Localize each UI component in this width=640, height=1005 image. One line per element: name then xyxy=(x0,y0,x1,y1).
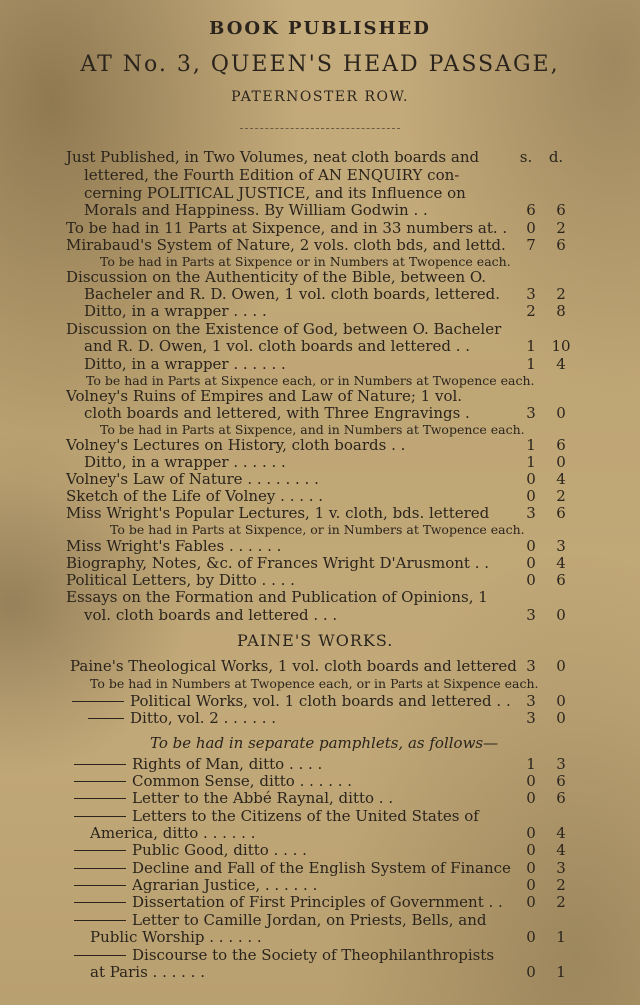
price-pence: 0 xyxy=(556,709,566,727)
ditto-dash xyxy=(74,764,126,765)
price-pence: 6 xyxy=(556,772,566,790)
listing-line: Biography, Notes, &c. of Frances Wright D'Arusmont . . xyxy=(66,554,490,572)
price-pence: 0 xyxy=(556,606,566,624)
listing-note: To be had in separate pamphlets, as follows— xyxy=(150,734,499,752)
listing-line: vol. cloth boards and lettered . . . xyxy=(84,606,338,624)
price-pence: 2 xyxy=(556,893,566,911)
pence-column-header: d. xyxy=(548,148,564,166)
price-shillings: 0 xyxy=(526,928,536,946)
listing-line: Rights of Man, ditto . . . . xyxy=(132,755,323,773)
price-shillings: 7 xyxy=(526,236,536,254)
price-shillings: 1 xyxy=(526,436,536,454)
price-pence: 0 xyxy=(556,404,566,422)
price-shillings: 0 xyxy=(526,470,536,488)
listing-line: Essays on the Formation and Publication of Opinions, 1 xyxy=(66,588,488,606)
price-shillings: 3 xyxy=(526,504,536,522)
ditto-dash xyxy=(74,781,126,782)
price-shillings: 0 xyxy=(526,963,536,981)
ornamental-divider xyxy=(240,128,400,129)
price-pence: 6 xyxy=(556,571,566,589)
listing-line: Letter to the Abbé Raynal, ditto . . xyxy=(132,789,394,807)
price-pence: 1 xyxy=(556,963,566,981)
price-pence: 0 xyxy=(556,692,566,710)
price-pence: 3 xyxy=(556,859,566,877)
listing-note: To be had in Parts at Sixpence or in Numbers at Twopence each. xyxy=(100,254,511,269)
listing-line: Mirabaud's System of Nature, 2 vols. cloth bds, and lettd. xyxy=(66,236,506,254)
price-shillings: 0 xyxy=(526,789,536,807)
listing-line: Dissertation of First Principles of Government . . xyxy=(132,893,503,911)
ditto-dash xyxy=(74,902,126,903)
shillings-column-header: s. xyxy=(519,148,533,166)
ditto-dash xyxy=(88,718,124,719)
listing-line: cerning POLITICAL JUSTICE, and its Influence on xyxy=(84,184,466,202)
listing-line: Volney's Lectures on History, cloth boards . . xyxy=(66,436,406,454)
listing-line: and R. D. Owen, 1 vol. cloth boards and lettered . . xyxy=(84,337,470,355)
price-pence: 0 xyxy=(556,453,566,471)
listing-line: Ditto, vol. 2 . . . . . . xyxy=(130,709,277,727)
listing-line: at Paris . . . . . . xyxy=(90,963,205,981)
price-pence: 6 xyxy=(556,789,566,807)
listing-note: To be had in Numbers at Twopence each, or in Parts at Sixpence each. xyxy=(90,676,539,691)
price-pence: 3 xyxy=(556,755,566,773)
price-shillings: 0 xyxy=(526,824,536,842)
listing-line: Agrarian Justice, . . . . . . xyxy=(132,876,318,894)
price-shillings: 3 xyxy=(526,657,536,675)
price-pence: 0 xyxy=(556,657,566,675)
listing-line: Discussion on the Existence of God, between O. Bacheler xyxy=(66,320,502,338)
price-shillings: 3 xyxy=(526,404,536,422)
listing-line: To be had in 11 Parts at Sixpence, and in 33 numbers at. . xyxy=(66,219,508,237)
price-shillings: 1 xyxy=(526,355,536,373)
listing-line: lettered, the Fourth Edition of AN ENQUIRY con- xyxy=(84,166,460,184)
price-shillings: 1 xyxy=(526,453,536,471)
ditto-dash xyxy=(74,868,126,869)
listing-note: To be had in Parts at Sixpence, or in Numbers at Twopence each. xyxy=(110,522,525,537)
listing-line: Ditto, in a wrapper . . . . xyxy=(84,302,267,320)
price-pence: 4 xyxy=(556,355,566,373)
publisher-address: AT No. 3, QUEEN'S HEAD PASSAGE, xyxy=(80,52,560,77)
price-pence: 2 xyxy=(556,876,566,894)
listing-line: Political Works, vol. 1 cloth boards and lettered . . xyxy=(130,692,511,710)
price-shillings: 0 xyxy=(526,219,536,237)
ditto-dash xyxy=(74,955,126,956)
price-shillings: 0 xyxy=(526,772,536,790)
listing-line: Decline and Fall of the English System of Finance xyxy=(132,859,511,877)
listing-line: Political Letters, by Ditto . . . . xyxy=(66,571,295,589)
price-shillings: 0 xyxy=(526,876,536,894)
price-pence: 4 xyxy=(556,554,566,572)
price-pence: 6 xyxy=(556,436,566,454)
price-pence: 4 xyxy=(556,841,566,859)
price-shillings: 3 xyxy=(526,692,536,710)
section-title: PAINE'S WORKS. xyxy=(237,631,394,650)
price-pence: 8 xyxy=(556,302,566,320)
listing-line: Discourse to the Society of Theophilanthropists xyxy=(132,946,495,964)
page-title: BOOK PUBLISHED xyxy=(209,18,431,39)
price-shillings: 1 xyxy=(526,337,536,355)
listing-line: Public Worship . . . . . . xyxy=(90,928,262,946)
listing-line: Morals and Happiness. By William Godwin . . xyxy=(84,201,428,219)
price-pence: 2 xyxy=(556,219,566,237)
listing-line: Paine's Theological Works, 1 vol. cloth boards and lettered xyxy=(70,657,517,675)
price-shillings: 0 xyxy=(526,554,536,572)
publisher-street: PATERNOSTER ROW. xyxy=(231,89,409,105)
listing-line: America, ditto . . . . . . xyxy=(90,824,256,842)
price-pence: 1 xyxy=(556,928,566,946)
price-pence: 6 xyxy=(556,504,566,522)
price-shillings: 3 xyxy=(526,606,536,624)
listing-line: Ditto, in a wrapper . . . . . . xyxy=(84,355,286,373)
listing-line: Miss Wright's Popular Lectures, 1 v. cloth, bds. lettered xyxy=(66,504,490,522)
price-shillings: 0 xyxy=(526,859,536,877)
price-shillings: 6 xyxy=(526,201,536,219)
listing-line: cloth boards and lettered, with Three Engravings . xyxy=(84,404,470,422)
listing-line: Just Published, in Two Volumes, neat cloth boards and xyxy=(66,148,480,166)
listing-line: Letters to the Citizens of the United States of xyxy=(132,807,479,825)
listing-line: Letter to Camille Jordan, on Priests, Bells, and xyxy=(132,911,487,929)
listing-line: Volney's Law of Nature . . . . . . . . xyxy=(66,470,319,488)
price-pence: 4 xyxy=(556,824,566,842)
listing-line: Ditto, in a wrapper . . . . . . xyxy=(84,453,286,471)
price-shillings: 0 xyxy=(526,571,536,589)
listing-line: Public Good, ditto . . . . xyxy=(132,841,307,859)
listing-note: To be had in Parts at Sixpence each, or in Numbers at Twopence each. xyxy=(86,373,535,388)
ditto-dash xyxy=(74,798,126,799)
price-shillings: 3 xyxy=(526,709,536,727)
price-shillings: 0 xyxy=(526,537,536,555)
price-pence: 4 xyxy=(556,470,566,488)
ditto-dash xyxy=(72,701,124,702)
price-shillings: 0 xyxy=(526,893,536,911)
price-shillings: 0 xyxy=(526,487,536,505)
listing-line: Miss Wright's Fables . . . . . . xyxy=(66,537,282,555)
ditto-dash xyxy=(74,816,126,817)
price-pence: 10 xyxy=(551,337,571,355)
ditto-dash xyxy=(74,850,126,851)
listing-line: Common Sense, ditto . . . . . . xyxy=(132,772,353,790)
listing-line: Sketch of the Life of Volney . . . . . xyxy=(66,487,324,505)
listing-line: Discussion on the Authenticity of the Bible, between O. xyxy=(66,268,487,286)
ditto-dash xyxy=(74,885,126,886)
listing-note: To be had in Parts at Sixpence, and in Numbers at Twopence each. xyxy=(100,422,525,437)
price-shillings: 1 xyxy=(526,755,536,773)
price-pence: 2 xyxy=(556,487,566,505)
listing-line: Bacheler and R. D. Owen, 1 vol. cloth boards, lettered. xyxy=(84,285,501,303)
price-shillings: 0 xyxy=(526,841,536,859)
price-shillings: 3 xyxy=(526,285,536,303)
listing-line: Volney's Ruins of Empires and Law of Nature; 1 vol. xyxy=(66,387,463,405)
price-pence: 6 xyxy=(556,201,566,219)
price-pence: 2 xyxy=(556,285,566,303)
ditto-dash xyxy=(74,920,126,921)
price-shillings: 2 xyxy=(526,302,536,320)
price-pence: 3 xyxy=(556,537,566,555)
price-pence: 6 xyxy=(556,236,566,254)
